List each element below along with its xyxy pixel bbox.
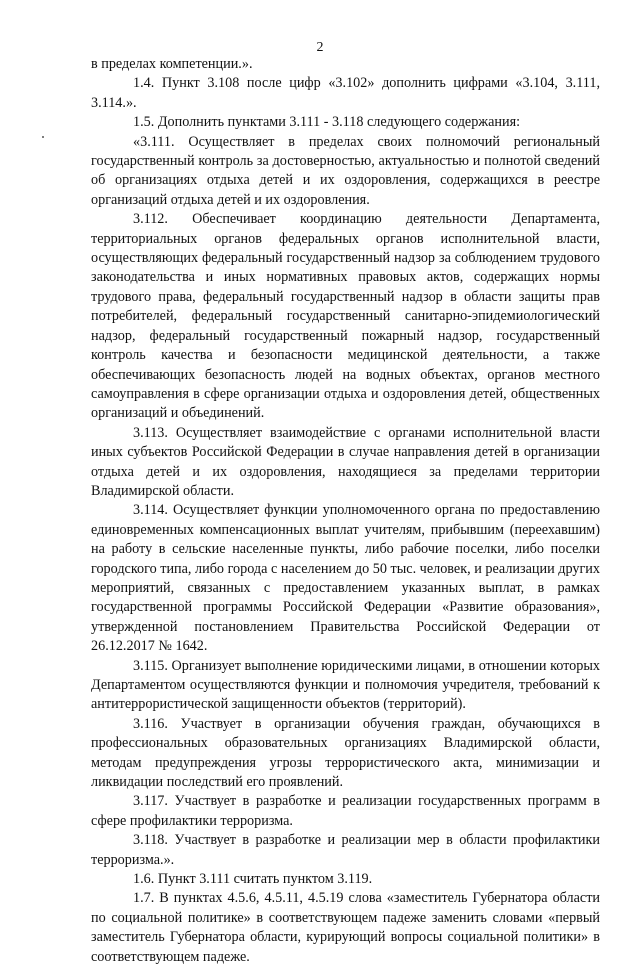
paragraph-1-7: 1.7. В пунктах 4.5.6, 4.5.11, 4.5.19 слова «заместитель Губернатора области по социальной политике» в соответствующем падеже заменить словами «первый заместитель Губернатора области, курирующий вопросы социальной политики» в соответствующем падеже. xyxy=(91,890,600,965)
paragraph-3-114: 3.114. Осуществляет функции уполномоченного органа по предоставлению единовременных компенсационных выплат учителям, прибывшим (переехавшим) на работу в сельские населенные пункты, либо рабочие поселки, либо поселки городского типа, либо города с населением до 50 тыс. человек, и реализации других мероприятий, связанных с предоставлением указанных выплат, в рамках государственной программы Российской Федерации «Развитие образования», утвержденной постановлением Правительства Российской Федерации от 26.12.2017 № 1642. xyxy=(91,502,600,655)
paragraph-3-118: 3.118. Участвует в разработке и реализации мер в области профилактики терроризма.». xyxy=(91,832,600,868)
paragraph-3-112: 3.112. Обеспечивает координацию деятельности Департамента, территориальных органов федеральных органов исполнительной власти, осуществляющих федеральный государственный надзор за соблюдением трудового законодательства и иных нормативных правовых актов, содержащих нормы трудового права, федеральный государственный надзор в области защиты прав потребителей, федеральный государственный санитарно-эпидемиологический надзор, федеральный государственный пожарный надзор, государственный контроль качества и безопасности медицинской деятельности, а также обеспечивающих безопасность людей на водных объектах, органов местного самоуправления в сфере организации отдыха и оздоровления детей, общественных организаций и объединений. xyxy=(91,211,600,422)
paragraph-continuation: в пределах компетенции.». xyxy=(91,56,253,72)
paragraph-3-116: 3.116. Участвует в организации обучения граждан, обучающихся в профессиональных образовательных организациях Владимирской области, методам предупреждения угрозы террористического акта, минимизации и ликвидации последствий его проявлений. xyxy=(91,715,600,791)
paragraph-3-117: 3.117. Участвует в разработке и реализации государственных программ в сфере профилактики терроризма. xyxy=(91,793,600,829)
page-number: 2 xyxy=(316,40,324,55)
paragraph-3-111: «3.111. Осуществляет в пределах своих полномочий региональный государственный контроль за достоверностью, актуальностью и полнотой сведений об организациях отдыха детей и их оздоровления, содержащихся в реестре организаций отдыха детей и их оздоровления. xyxy=(91,133,600,208)
document-body xyxy=(91,55,600,967)
paragraph-1-4: 1.4. Пункт 3.108 после цифр «3.102» дополнить цифрами «3.104, 3.111, 3.114.». xyxy=(91,75,600,111)
paragraph-3-113: 3.113. Осуществляет взаимодействие с органами исполнительной власти иных субъектов Российской Федерации в случае направления детей в организации отдыха детей и их оздоровления, находящиеся за пределами территории Владимирской области. xyxy=(91,424,600,499)
scan-speck xyxy=(42,136,44,138)
paragraph-1-5: 1.5. Дополнить пунктами 3.111 - 3.118 следующего содержания: xyxy=(133,114,521,131)
paragraph-3-115: 3.115. Организует выполнение юридическими лицами, в отношении которых Департаментом осуществляются функции и полномочия учредителя, требований к антитеррористической защищенности объектов (территорий). xyxy=(91,657,600,713)
paragraph-1-6: 1.6. Пункт 3.111 считать пунктом 3.119. xyxy=(133,871,373,888)
